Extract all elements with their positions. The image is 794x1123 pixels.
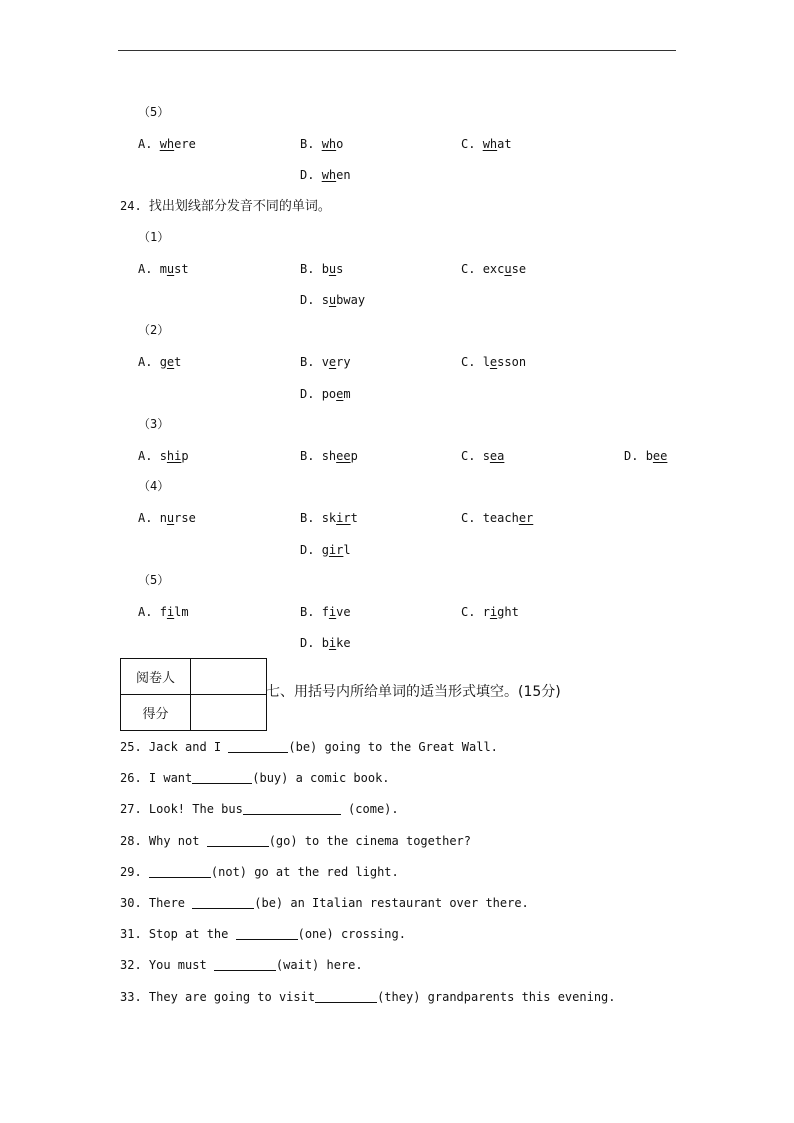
answer-blank[interactable] bbox=[207, 834, 269, 847]
q23-sub5-option-a: A. where bbox=[138, 137, 196, 151]
q24-sub4-option-b: B. skirt bbox=[300, 511, 358, 525]
item-28: 28. Why not (go) to the cinema together? bbox=[120, 834, 471, 848]
q24-sub1-option-d: D. subway bbox=[300, 293, 366, 307]
item-29: 29. (not) go at the red light. bbox=[120, 865, 399, 879]
score-field[interactable] bbox=[191, 695, 267, 731]
q24-sub1-option-c: C. excuse bbox=[461, 262, 527, 276]
q23-sub5-option-d: D. when bbox=[300, 168, 351, 182]
q24-sub3-option-c: C. sea bbox=[461, 449, 505, 463]
q24-sub5-label: （5） bbox=[138, 573, 170, 587]
q24-sub4-option-a: A. nurse bbox=[138, 511, 196, 525]
item-31: 31. Stop at the (one) crossing. bbox=[120, 927, 406, 941]
q24-sub1-option-b: B. bus bbox=[300, 262, 344, 276]
header-rule bbox=[118, 50, 676, 51]
reviewer-field[interactable] bbox=[191, 659, 267, 695]
section7-title: 七、用括号内所给单词的适当形式填空。(15分) bbox=[266, 684, 561, 700]
item-30: 30. There (be) an Italian restaurant over there. bbox=[120, 896, 529, 910]
q24-sub5-option-c: C. right bbox=[461, 605, 519, 619]
q24-sub3-label: （3） bbox=[138, 417, 170, 431]
answer-blank[interactable] bbox=[236, 927, 298, 940]
q24-sub2-option-d: D. poem bbox=[300, 387, 351, 401]
q24-sub1-option-a: A. must bbox=[138, 262, 189, 276]
q24-sub2-label: （2） bbox=[138, 323, 170, 337]
q23-sub5-option-b: B. who bbox=[300, 137, 344, 151]
answer-blank[interactable] bbox=[192, 771, 252, 784]
q24-heading: 24. 找出划线部分发音不同的单词。 bbox=[120, 199, 331, 214]
q24-sub2-option-b: B. very bbox=[300, 355, 351, 369]
q24-sub1-label: （1） bbox=[138, 230, 170, 244]
q24-sub5-option-b: B. five bbox=[300, 605, 351, 619]
item-26: 26. I want (buy) a comic book. bbox=[120, 771, 390, 785]
answer-blank[interactable] bbox=[149, 865, 211, 878]
q24-sub3-option-b: B. sheep bbox=[300, 449, 358, 463]
q23-sub5-label: （5） bbox=[138, 105, 170, 119]
item-27: 27. Look! The bus (come). bbox=[120, 802, 399, 816]
q24-sub5-option-d: D. bike bbox=[300, 636, 351, 650]
score-box bbox=[120, 658, 267, 731]
q24-sub4-label: （4） bbox=[138, 479, 170, 493]
answer-blank[interactable] bbox=[315, 990, 377, 1003]
item-25: 25. Jack and I (be) going to the Great Wall. bbox=[120, 740, 498, 754]
answer-blank[interactable] bbox=[214, 958, 276, 971]
answer-blank[interactable] bbox=[243, 802, 341, 815]
answer-blank[interactable] bbox=[192, 896, 254, 909]
q24-sub4-option-c: C. teacher bbox=[461, 511, 534, 525]
score-label: 得分 bbox=[121, 695, 191, 731]
item-32: 32. You must (wait) here. bbox=[120, 958, 363, 972]
q23-sub5-option-c: C. what bbox=[461, 137, 512, 151]
answer-blank[interactable] bbox=[228, 740, 288, 753]
q24-sub2-option-a: A. get bbox=[138, 355, 182, 369]
reviewer-label: 阅卷人 bbox=[121, 659, 191, 695]
q24-sub3-option-a: A. ship bbox=[138, 449, 189, 463]
item-33: 33. They are going to visit (they) grandparents this evening. bbox=[120, 990, 616, 1004]
q24-sub2-option-c: C. lesson bbox=[461, 355, 527, 369]
q24-sub5-option-a: A. film bbox=[138, 605, 189, 619]
q24-sub4-option-d: D. girl bbox=[300, 543, 351, 557]
q24-sub3-option-d: D. bee bbox=[624, 449, 668, 463]
